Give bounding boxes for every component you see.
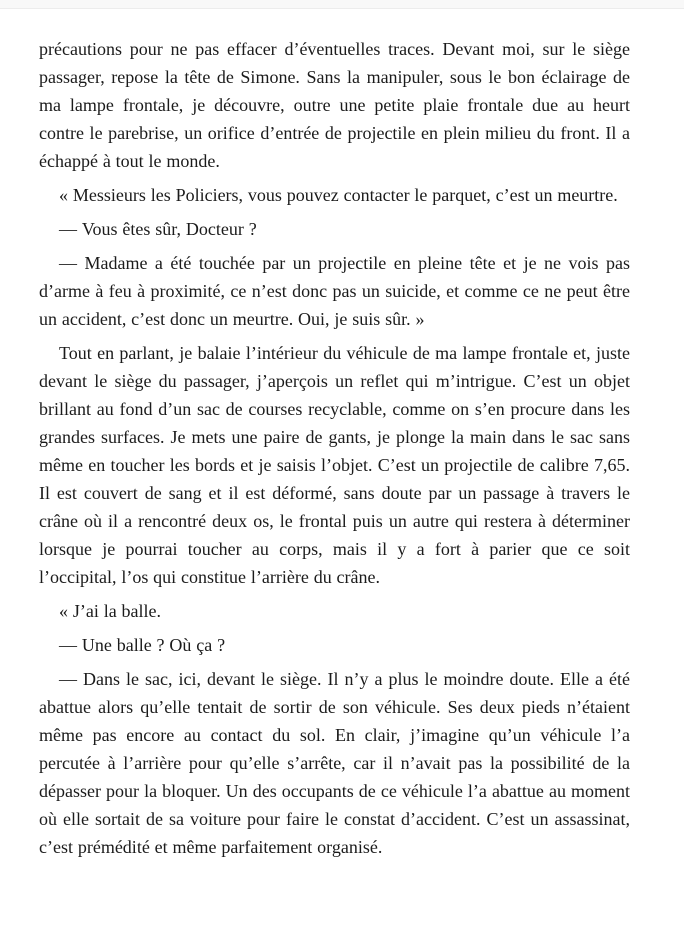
top-bar — [0, 0, 684, 9]
paragraph: Tout en parlant, je balaie l’intérieur du véhicule de ma lampe frontale et, juste devant le siège du passager, j’aperçois un reflet qui m’intrigue. C’est un objet brillant au fond d’un sac de courses recyclable, comme on s’en procure dans les grandes surfaces. Je mets une paire de gants, je plonge la main dans le sac sans même en toucher les bords et je saisis l’objet. C’est un projectile de calibre 7,65. Il est couvert de sang et il est déformé, sans doute par un passage à travers le crâne où il a rencontré deux os, le frontal puis un autre qui restera à déterminer lorsque je pourrai toucher au corps, mais il y a fort à parier que ce soit l’occipital, l’os qui constitue l’arrière du crâne. — [39, 343, 630, 587]
paragraph: — Une balle ? Où ça ? — [59, 635, 226, 655]
paragraph: — Madame a été touchée par un projectile en pleine tête et je ne vois pas d’arme à feu à proximité, ce n’est donc pas un suicide, et comme ce ne peut être un accident, c’est donc un meurtre. Oui, je suis sûr. » — [39, 253, 630, 329]
paragraph: « J’ai la balle. — [59, 601, 162, 621]
paragraph: — Vous êtes sûr, Docteur ? — [59, 219, 257, 239]
book-page — [0, 9, 684, 861]
paragraph: précautions pour ne pas effacer d’éventuelles traces. Devant moi, sur le siège passager, repose la tête de Simone. Sans la manipuler, sous le bon éclairage de ma lampe frontale, je découvre, outre une petite plaie frontale due au heurt contre le parebrise, un orifice d’entrée de projectile en plein milieu du front. Il a échappé à tout le monde. — [39, 39, 630, 171]
paragraph: — Dans le sac, ici, devant le siège. Il n’y a plus le moindre doute. Elle a été abattue alors qu’elle tentait de sortir de son véhicule. Ses deux pieds n’étaient même pas encore au contact du sol. En clair, j’imagine qu’un véhicule l’a percutée à l’arrière pour qu’elle s’arrête, car il n’avait pas la possibilité de la dépasser pour la bloquer. Un des occupants de ce véhicule l’a abattue au moment où elle sortait de sa voiture pour faire le constat d’accident. C’est un assassinat, c’est prémédité et même parfaitement organisé. — [39, 669, 630, 857]
paragraph: « Messieurs les Policiers, vous pouvez contacter le parquet, c’est un meurtre. — [59, 185, 618, 205]
